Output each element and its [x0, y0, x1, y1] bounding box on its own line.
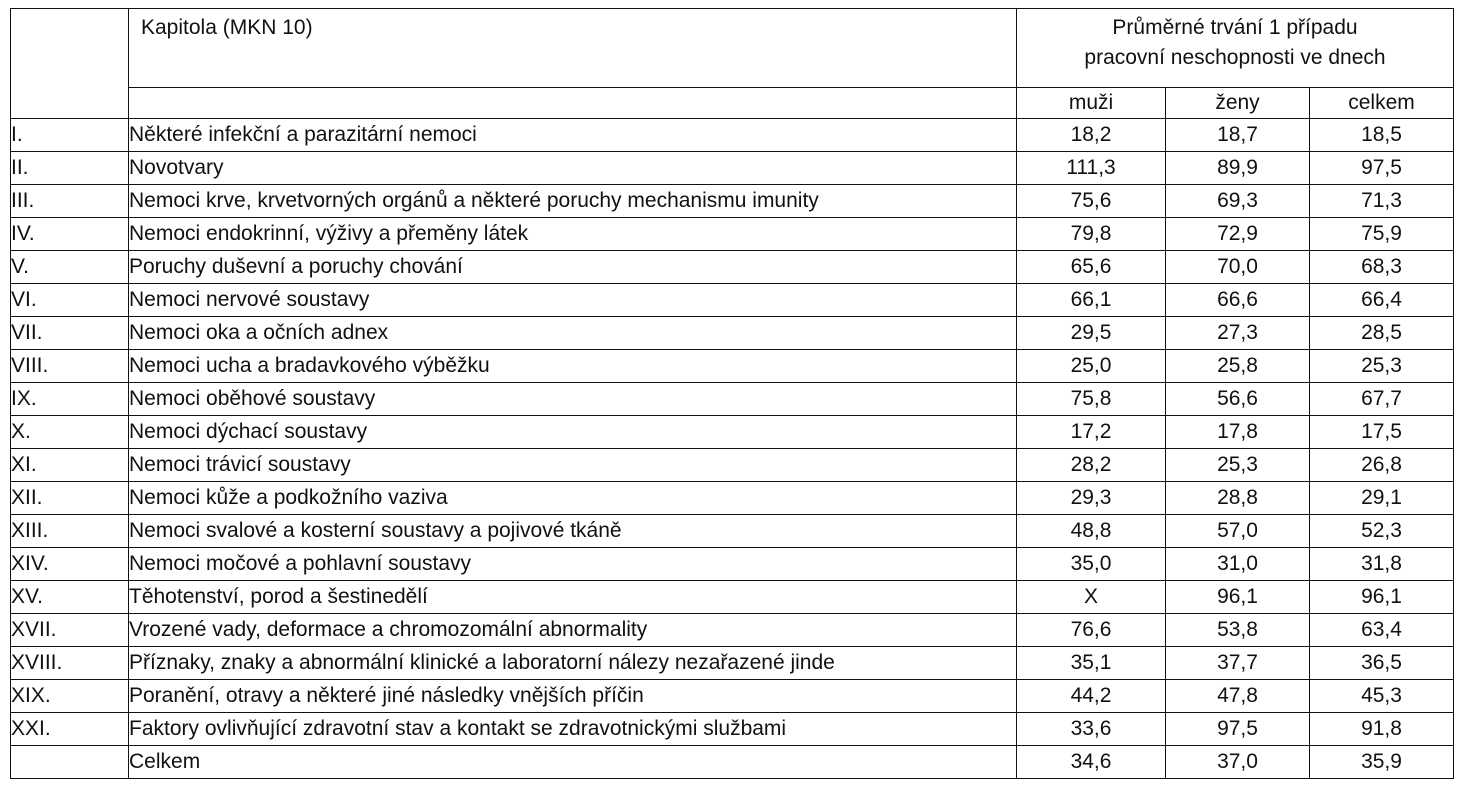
table-row [11, 119, 1454, 152]
chapter-number: VIII. [11, 350, 129, 383]
men-value: 48,8 [1017, 515, 1166, 548]
chapter-name: Nemoci ucha a bradavkového výběžku [129, 350, 1017, 383]
women-value: 53,8 [1166, 614, 1310, 647]
header-empty-cell [11, 88, 129, 119]
chapter-name: Nemoci močové a pohlavní soustavy [129, 548, 1017, 581]
women-value: 37,0 [1166, 746, 1310, 779]
total-value: 66,4 [1310, 284, 1454, 317]
total-row [11, 746, 1454, 779]
men-value: 17,2 [1017, 416, 1166, 449]
chapter-name: Nemoci svalové a kosterní soustavy a pojivové tkáně [129, 515, 1017, 548]
total-value: 28,5 [1310, 317, 1454, 350]
women-value: 72,9 [1166, 218, 1310, 251]
table-row [11, 647, 1454, 680]
men-value: 18,2 [1017, 119, 1166, 152]
total-value: 18,5 [1310, 119, 1454, 152]
total-value: 91,8 [1310, 713, 1454, 746]
women-value: 69,3 [1166, 185, 1310, 218]
chapter-number [11, 746, 129, 779]
women-value: 89,9 [1166, 152, 1310, 185]
chapter-number: VII. [11, 317, 129, 350]
total-value: 67,7 [1310, 383, 1454, 416]
total-value: 31,8 [1310, 548, 1454, 581]
chapter-name: Nemoci kůže a podkožního vaziva [129, 482, 1017, 515]
women-value: 25,8 [1166, 350, 1310, 383]
chapter-number: II. [11, 152, 129, 185]
women-value: 37,7 [1166, 647, 1310, 680]
header-empty-cell [129, 88, 1017, 119]
men-value: 35,0 [1017, 548, 1166, 581]
women-value: 28,8 [1166, 482, 1310, 515]
table-row [11, 680, 1454, 713]
chapter-number: I. [11, 119, 129, 152]
men-value: 34,6 [1017, 746, 1166, 779]
total-value: 26,8 [1310, 449, 1454, 482]
chapter-number: XIX. [11, 680, 129, 713]
total-column-header: celkem [1310, 88, 1454, 119]
men-value: 75,8 [1017, 383, 1166, 416]
total-value: 36,5 [1310, 647, 1454, 680]
total-value: 71,3 [1310, 185, 1454, 218]
chapter-column-header: Kapitola (MKN 10) [129, 9, 1017, 88]
chapter-number: X. [11, 416, 129, 449]
chapter-name: Novotvary [129, 152, 1017, 185]
chapter-number: VI. [11, 284, 129, 317]
table-row [11, 218, 1454, 251]
women-value: 31,0 [1166, 548, 1310, 581]
table-row [11, 614, 1454, 647]
women-value: 66,6 [1166, 284, 1310, 317]
men-value: 66,1 [1017, 284, 1166, 317]
chapter-name: Některé infekční a parazitární nemoci [129, 119, 1017, 152]
total-value: 68,3 [1310, 251, 1454, 284]
chapter-number: XXI. [11, 713, 129, 746]
table-row [11, 548, 1454, 581]
total-value: 35,9 [1310, 746, 1454, 779]
total-value: 52,3 [1310, 515, 1454, 548]
women-value: 47,8 [1166, 680, 1310, 713]
table-row [11, 449, 1454, 482]
header-row-main [11, 9, 1454, 88]
duration-group-header [1017, 9, 1454, 88]
total-value: 17,5 [1310, 416, 1454, 449]
table-row [11, 185, 1454, 218]
total-value: 97,5 [1310, 152, 1454, 185]
table-row [11, 350, 1454, 383]
total-value: 45,3 [1310, 680, 1454, 713]
chapter-name: Faktory ovlivňující zdravotní stav a kontakt se zdravotnickými službami [129, 713, 1017, 746]
men-value: X [1017, 581, 1166, 614]
header-empty-cell [11, 9, 129, 88]
total-value: 29,1 [1310, 482, 1454, 515]
men-value: 75,6 [1017, 185, 1166, 218]
table-row [11, 152, 1454, 185]
chapter-number: V. [11, 251, 129, 284]
table-row [11, 317, 1454, 350]
chapter-number: XI. [11, 449, 129, 482]
men-column-header: muži [1017, 88, 1166, 119]
chapter-name: Poruchy duševní a poruchy chování [129, 251, 1017, 284]
men-value: 35,1 [1017, 647, 1166, 680]
men-value: 44,2 [1017, 680, 1166, 713]
chapter-name: Nemoci endokrinní, výživy a přeměny látek [129, 218, 1017, 251]
chapter-number: XIII. [11, 515, 129, 548]
women-value: 18,7 [1166, 119, 1310, 152]
table-row [11, 515, 1454, 548]
chapter-name: Poranění, otravy a některé jiné následky vnějších příčin [129, 680, 1017, 713]
chapter-name: Nemoci oka a očních adnex [129, 317, 1017, 350]
men-value: 25,0 [1017, 350, 1166, 383]
total-value: 25,3 [1310, 350, 1454, 383]
chapter-name: Nemoci nervové soustavy [129, 284, 1017, 317]
women-value: 70,0 [1166, 251, 1310, 284]
chapter-number: IV. [11, 218, 129, 251]
men-value: 29,3 [1017, 482, 1166, 515]
men-value: 33,6 [1017, 713, 1166, 746]
chapter-name: Nemoci oběhové soustavy [129, 383, 1017, 416]
chapter-number: XVIII. [11, 647, 129, 680]
chapter-number: XIV. [11, 548, 129, 581]
chapter-name: Vrozené vady, deformace a chromozomální abnormality [129, 614, 1017, 647]
table-row [11, 383, 1454, 416]
table-row [11, 251, 1454, 284]
men-value: 29,5 [1017, 317, 1166, 350]
men-value: 65,6 [1017, 251, 1166, 284]
chapter-name: Nemoci krve, krvetvorných orgánů a některé poruchy mechanismu imunity [129, 185, 1017, 218]
total-value: 63,4 [1310, 614, 1454, 647]
table-row [11, 482, 1454, 515]
chapter-name: Celkem [129, 746, 1017, 779]
chapter-name: Příznaky, znaky a abnormální klinické a laboratorní nálezy nezařazené jinde [129, 647, 1017, 680]
chapter-number: XII. [11, 482, 129, 515]
women-value: 96,1 [1166, 581, 1310, 614]
women-value: 27,3 [1166, 317, 1310, 350]
men-value: 111,3 [1017, 152, 1166, 185]
chapter-number: XV. [11, 581, 129, 614]
chapter-number: IX. [11, 383, 129, 416]
chapter-name: Nemoci trávicí soustavy [129, 449, 1017, 482]
women-value: 56,6 [1166, 383, 1310, 416]
chapter-number: III. [11, 185, 129, 218]
total-value: 75,9 [1310, 218, 1454, 251]
women-value: 25,3 [1166, 449, 1310, 482]
women-value: 97,5 [1166, 713, 1310, 746]
duration-group-header-line1: Průměrné trvání 1 případu [1112, 16, 1358, 39]
table-row [11, 713, 1454, 746]
men-value: 79,8 [1017, 218, 1166, 251]
chapter-number: XVII. [11, 614, 129, 647]
table-row [11, 581, 1454, 614]
men-value: 76,6 [1017, 614, 1166, 647]
women-value: 57,0 [1166, 515, 1310, 548]
women-column-header: ženy [1166, 88, 1310, 119]
chapter-name: Těhotenství, porod a šestinedělí [129, 581, 1017, 614]
total-value: 96,1 [1310, 581, 1454, 614]
duration-group-header-line2: pracovní neschopnosti ve dnech [1084, 46, 1386, 69]
incapacity-duration-table [10, 8, 1454, 779]
header-row-sub [11, 88, 1454, 119]
women-value: 17,8 [1166, 416, 1310, 449]
table-container [10, 8, 1454, 779]
table-row [11, 416, 1454, 449]
table-row [11, 284, 1454, 317]
men-value: 28,2 [1017, 449, 1166, 482]
chapter-name: Nemoci dýchací soustavy [129, 416, 1017, 449]
